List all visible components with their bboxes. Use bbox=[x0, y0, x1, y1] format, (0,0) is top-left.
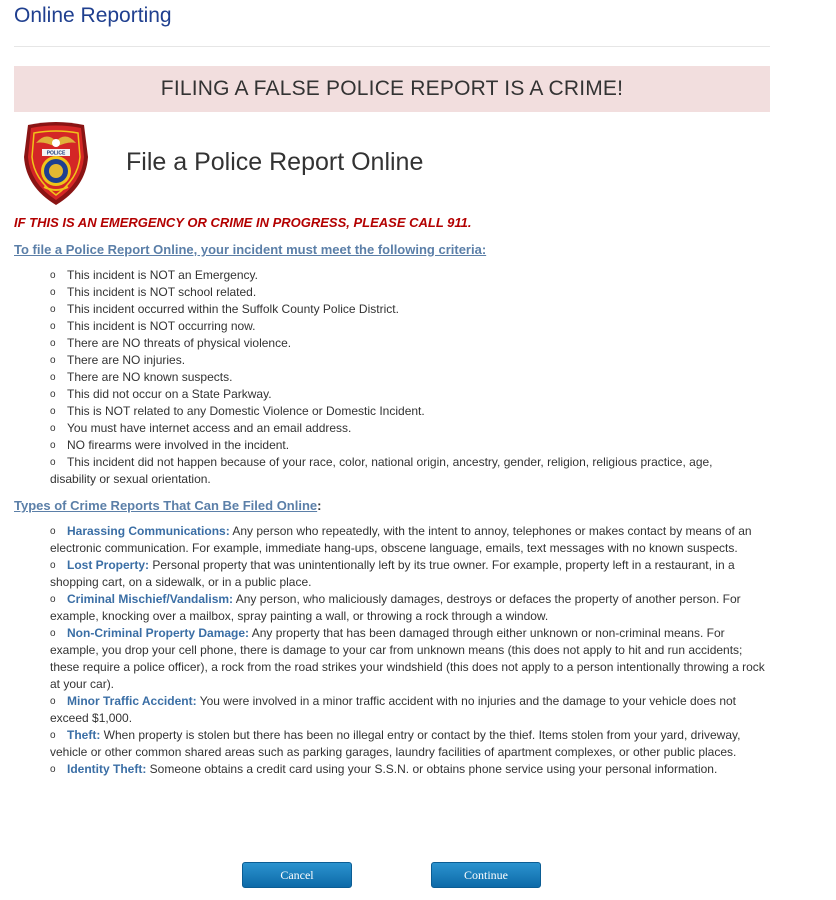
types-heading: Types of Crime Reports That Can Be Filed Online: bbox=[14, 498, 322, 513]
bullet-icon: o bbox=[50, 730, 56, 741]
continue-button[interactable]: Continue bbox=[431, 862, 541, 888]
bullet-icon: o bbox=[50, 560, 56, 571]
list-item bbox=[50, 761, 775, 778]
list-item: o This is NOT related to any Domestic Violence or Domestic Incident. bbox=[50, 404, 425, 418]
cancel-button[interactable]: Cancel bbox=[242, 862, 352, 888]
list-item bbox=[50, 693, 775, 727]
type-name: Criminal Mischief/Vandalism: bbox=[67, 592, 234, 606]
page-title: Online Reporting bbox=[14, 4, 172, 27]
list-item: o This incident is NOT an Emergency. bbox=[50, 268, 258, 282]
badge-text: POLICE bbox=[46, 150, 66, 157]
police-badge-icon bbox=[22, 121, 90, 207]
type-desc: You were involved in a minor traffic accident with no injuries and the damage to your vehicle does not exceed $1,000. bbox=[50, 694, 737, 725]
criteria-list bbox=[50, 267, 760, 488]
list-item bbox=[50, 727, 775, 761]
bullet-icon: o bbox=[50, 304, 56, 315]
list-item bbox=[50, 591, 775, 625]
list-item: o There are NO threats of physical violence. bbox=[50, 336, 292, 350]
list-item bbox=[50, 557, 775, 591]
criteria-heading: To file a Police Report Online, your incident must meet the following criteria: bbox=[14, 242, 487, 257]
list-item: o This did not occur on a State Parkway. bbox=[50, 387, 272, 401]
types-list bbox=[50, 523, 775, 778]
bullet-icon: o bbox=[50, 457, 56, 468]
type-desc: Any person, who maliciously damages, destroys or defaces the property of another person. For example, knocking over a mailbox, spray painting a wall, or throwing a rock through a window. bbox=[50, 592, 741, 623]
emergency-notice: IF THIS IS AN EMERGENCY OR CRIME IN PROGRESS, PLEASE CALL 911. bbox=[14, 215, 472, 230]
bullet-icon: o bbox=[50, 321, 56, 332]
bullet-icon: o bbox=[50, 423, 56, 434]
bullet-icon: o bbox=[50, 270, 56, 281]
bullet-icon: o bbox=[50, 389, 56, 400]
list-item: o This incident occurred within the Suffolk County Police District. bbox=[50, 302, 399, 316]
list-item: o NO firearms were involved in the incident. bbox=[50, 438, 290, 452]
type-name: Minor Traffic Accident: bbox=[67, 694, 197, 708]
list-item: o There are NO known suspects. bbox=[50, 370, 233, 384]
list-item: o There are NO injuries. bbox=[50, 353, 186, 367]
list-item bbox=[50, 523, 775, 557]
form-heading: File a Police Report Online bbox=[126, 148, 424, 176]
list-item: o This incident did not happen because of your race, color, national origin, ancestry, gender, religion, religious practice, age, disability or sexual orientation. bbox=[50, 455, 713, 486]
type-desc: Personal property that was unintentionally left by its true owner. For example, property left in a restaurant, in a shopping cart, on a sidewalk, or in a public place. bbox=[50, 558, 735, 589]
warning-text: FILING A FALSE POLICE REPORT IS A CRIME! bbox=[160, 77, 624, 100]
bullet-icon: o bbox=[50, 338, 56, 349]
type-name: Non-Criminal Property Damage: bbox=[67, 626, 250, 640]
type-desc: When property is stolen but there has been no illegal entry or contact by the thief. Items stolen from your yard, driveway, vehicle or other common shared areas such as parking garages, laundry facilities of apartment complexes, or other public places. bbox=[50, 728, 741, 759]
bullet-icon: o bbox=[50, 372, 56, 383]
bullet-icon: o bbox=[50, 287, 56, 298]
type-name: Theft: bbox=[67, 728, 101, 742]
list-item: o This incident is NOT school related. bbox=[50, 285, 257, 299]
list-item: o You must have internet access and an email address. bbox=[50, 421, 352, 435]
bullet-icon: o bbox=[50, 526, 56, 537]
list-item bbox=[50, 625, 775, 693]
bullet-icon: o bbox=[50, 628, 56, 639]
type-name: Identity Theft: bbox=[67, 762, 147, 776]
bullet-icon: o bbox=[50, 440, 56, 451]
title-divider bbox=[14, 46, 770, 47]
bullet-icon: o bbox=[50, 696, 56, 707]
list-item: o This incident is NOT occurring now. bbox=[50, 319, 256, 333]
type-name: Harassing Communications: bbox=[67, 524, 230, 538]
type-name: Lost Property: bbox=[67, 558, 150, 572]
type-desc: Any property that has been damaged through either unknown or non-criminal means. For example, you drop your cell phone, there is damage to your car from unknown means (this does not apply to hit and run accidents; these require a police officer), a rock from the road strikes your windshield (this does not apply to a person intentionally throwing a rock at your car). bbox=[50, 626, 765, 691]
bullet-icon: o bbox=[50, 764, 56, 775]
bullet-icon: o bbox=[50, 406, 56, 417]
warning-banner bbox=[14, 66, 770, 112]
bullet-icon: o bbox=[50, 594, 56, 605]
bullet-icon: o bbox=[50, 355, 56, 366]
type-desc: Someone obtains a credit card using your S.S.N. or obtains phone service using your personal information. bbox=[149, 762, 718, 776]
type-desc: Any person who repeatedly, with the intent to annoy, telephones or makes contact by means of an electronic communication. For example, immediate hang-ups, obscene language, emails, text messages with no known suspects. bbox=[50, 524, 752, 555]
